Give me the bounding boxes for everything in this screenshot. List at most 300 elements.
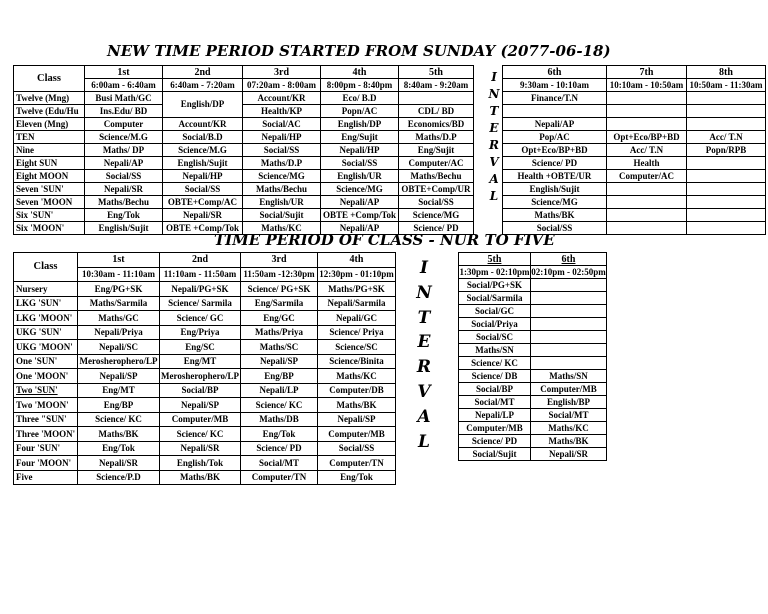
table-row <box>459 357 607 370</box>
time-row <box>459 266 607 279</box>
table-row <box>459 396 607 409</box>
subject-cell: Maths/KC <box>531 422 607 435</box>
subject-cell: Social/SS <box>163 183 243 196</box>
header-row <box>14 253 396 268</box>
class-name-cell: Two 'MOON' <box>14 398 78 413</box>
subject-cell: Nepali/SP <box>78 369 160 384</box>
subject-cell: Maths/D.P <box>399 131 474 144</box>
subject-cell: Social/SS <box>321 157 399 170</box>
subject-cell: Maths/ DP <box>85 144 163 157</box>
subject-cell: Maths/BK <box>78 427 160 442</box>
subject-cell: Science/ PD <box>241 441 318 456</box>
subject-cell: Computer/MB <box>459 422 531 435</box>
subject-cell: Science/MG <box>243 170 321 183</box>
interval-marker-1 <box>484 69 504 205</box>
subject-cell: Health <box>607 157 687 170</box>
subject-cell: English/Tok <box>160 456 241 471</box>
table-row <box>14 383 396 398</box>
table-row <box>459 422 607 435</box>
subject-cell: Social/Sarmila <box>459 292 531 305</box>
subject-cell: Eng/Tok <box>318 470 396 485</box>
subject-cell: Science/ GC <box>160 311 241 326</box>
subject-cell <box>607 92 687 105</box>
subject-cell: Maths/DB <box>241 412 318 427</box>
period-time: 1:30pm - 02:10pm <box>459 266 530 277</box>
subject-cell: Maths/KC <box>318 369 396 384</box>
class-name-cell: One 'SUN' <box>14 354 78 369</box>
subject-cell: Science/ KC <box>241 398 318 413</box>
subject-cell: Maths/Sarmila <box>78 296 160 311</box>
subject-cell <box>687 170 766 183</box>
subject-cell: Science/ KC <box>78 412 160 427</box>
subject-cell: Opt+Eco/BP+BD <box>503 144 607 157</box>
subject-cell: Computer/TN <box>241 470 318 485</box>
period-header: 5th <box>399 66 474 79</box>
subject-cell: Science/SC <box>318 340 396 355</box>
subject-cell: OBTE +Comp/Tok <box>163 222 243 235</box>
subject-cell: Nepali/GC <box>318 311 396 326</box>
interval-letter: I <box>420 258 428 278</box>
subject-cell: English/Sujit <box>503 183 607 196</box>
morning-timetable <box>13 65 474 235</box>
subject-cell: Maths/Bechu <box>85 196 163 209</box>
subject-cell: Acc/ T.N <box>687 131 766 144</box>
subject-cell <box>399 92 474 105</box>
subject-cell: Finance/T.N <box>503 92 607 105</box>
subject-cell <box>687 183 766 196</box>
subject-cell <box>687 222 766 235</box>
table-row <box>14 456 396 471</box>
subject-cell: Nepali/SR <box>163 209 243 222</box>
subject-cell: English/UR <box>321 170 399 183</box>
subject-cell: Eng/Sujit <box>399 144 474 157</box>
subject-cell: Social/Priya <box>459 318 531 331</box>
class-name-cell: LKG 'MOON' <box>14 311 78 326</box>
interval-letter: N <box>488 87 500 101</box>
subject-cell: Health +OBTE/UR <box>503 170 607 183</box>
interval-letter: A <box>489 172 499 186</box>
period-time: 02:10pm - 02:50pm <box>531 266 606 277</box>
subject-cell: Nepali/AP <box>321 196 399 209</box>
class-name-cell: One 'MOON' <box>14 369 78 384</box>
subject-cell: Maths/KC <box>243 222 321 235</box>
subject-cell: Nepali/Sarmila <box>318 296 396 311</box>
subject-cell: Computer/MB <box>531 383 607 396</box>
table-row <box>14 470 396 485</box>
subject-cell: Maths/SN <box>459 344 531 357</box>
table-row <box>503 92 766 105</box>
subject-cell: Maths/BK <box>318 398 396 413</box>
class-name-cell: Nursery <box>14 282 78 297</box>
subject-cell: Science/ PG+SK <box>241 282 318 297</box>
interval-letter: E <box>489 121 499 135</box>
table-row <box>14 354 396 369</box>
subject-cell: Nepali/HP <box>243 131 321 144</box>
section-title: TIME PERIOD OF CLASS - NUR TO FIVE <box>214 231 555 249</box>
subject-cell: Maths/SN <box>531 370 607 383</box>
table-row <box>14 412 396 427</box>
table-row <box>14 170 474 183</box>
nur-to-five-timetable-after-interval <box>458 252 607 461</box>
subject-cell: Nepali/SP <box>160 398 241 413</box>
subject-cell: Eng/Tok <box>85 209 163 222</box>
subject-cell: Science/P.D <box>78 470 160 485</box>
period-time: 6:00am - 6:40am <box>85 79 163 92</box>
subject-cell: Eng/MT <box>160 354 241 369</box>
subject-cell: Merosherophero/LP <box>160 369 241 384</box>
period-time: 8:00pm - 8:40pm <box>321 79 399 92</box>
period-header: 5th <box>459 253 531 266</box>
subject-cell: Social/BP <box>459 383 531 396</box>
period-header: 3rd <box>243 66 321 79</box>
subject-cell <box>503 105 607 118</box>
subject-cell: Pop/AC <box>503 131 607 144</box>
period-header: 2nd <box>163 66 243 79</box>
subject-cell: Social/MT <box>241 456 318 471</box>
period-header: 1st <box>78 253 160 268</box>
subject-cell <box>531 331 607 344</box>
table-row <box>459 370 607 383</box>
subject-cell: Nepali/Priya <box>78 325 160 340</box>
table-row <box>14 282 396 297</box>
table-row <box>14 427 396 442</box>
subject-cell: Nepali/HP <box>321 144 399 157</box>
table-row <box>459 279 607 292</box>
table-row <box>459 383 607 396</box>
subject-cell <box>607 118 687 131</box>
subject-cell <box>531 357 607 370</box>
subject-cell <box>687 157 766 170</box>
interval-letter: R <box>416 357 432 378</box>
subject-cell: Economics/BD <box>399 118 474 131</box>
interval-letter: A <box>417 406 431 427</box>
table-row <box>14 369 396 384</box>
header-row <box>503 66 766 79</box>
period-header: 2nd <box>160 253 241 268</box>
subject-cell: Nepali/LP <box>241 383 318 398</box>
period-header: 8th <box>687 66 766 79</box>
subject-cell: Eng/Priya <box>160 325 241 340</box>
subject-cell: Science/M.G <box>85 131 163 144</box>
time-row <box>503 79 766 92</box>
subject-cell: Eng/Sujit <box>321 131 399 144</box>
period-header: 4th <box>321 66 399 79</box>
table-row <box>14 311 396 326</box>
table-row <box>14 144 474 157</box>
period-time: 9:30am - 10:10am <box>503 79 607 92</box>
subject-cell: Maths/Priya <box>241 325 318 340</box>
subject-cell <box>531 279 607 292</box>
subject-cell: Eng/BP <box>241 369 318 384</box>
subject-cell: Social/Sujit <box>243 209 321 222</box>
subject-cell <box>687 92 766 105</box>
subject-cell: OBTE +Comp/Tok <box>321 209 399 222</box>
table-row <box>14 105 474 118</box>
subject-cell: Health/KP <box>243 105 321 118</box>
subject-cell: Computer/MB <box>160 412 241 427</box>
subject-cell: English/DP <box>163 92 243 118</box>
subject-cell: Maths/D.P <box>243 157 321 170</box>
interval-letter: T <box>489 104 499 118</box>
subject-cell: Acc/ T.N <box>607 144 687 157</box>
subject-cell: Nepali/SR <box>531 448 607 461</box>
table-row <box>503 144 766 157</box>
subject-cell: English/BP <box>531 396 607 409</box>
subject-cell: Social/PG+SK <box>459 279 531 292</box>
table-row <box>459 318 607 331</box>
subject-cell: Eco/ B.D <box>321 92 399 105</box>
subject-cell: Science/MG <box>399 209 474 222</box>
subject-cell: Science/ KC <box>459 357 531 370</box>
page-title: NEW TIME PERIOD STARTED FROM SUNDAY (2077-06-18) <box>107 42 611 60</box>
class-name-cell: LKG 'SUN' <box>14 296 78 311</box>
table-row <box>459 448 607 461</box>
table-row <box>14 92 474 105</box>
table-row <box>14 209 474 222</box>
period-time: 11:50am -12:30pm <box>241 267 318 282</box>
subject-cell <box>531 305 607 318</box>
header-row <box>14 66 474 79</box>
subject-cell: Science/ PD <box>399 222 474 235</box>
table-row <box>503 183 766 196</box>
interval-letter: R <box>489 138 499 152</box>
subject-cell: Maths/PG+SK <box>318 282 396 297</box>
subject-cell: Social/GC <box>459 305 531 318</box>
subject-cell <box>607 209 687 222</box>
subject-cell: Account/KR <box>163 118 243 131</box>
class-name-cell: Six 'SUN' <box>14 209 85 222</box>
subject-cell: CDL/ BD <box>399 105 474 118</box>
table-row <box>14 183 474 196</box>
table-row <box>14 296 396 311</box>
class-name-cell: Seven 'MOON <box>14 196 85 209</box>
period-header: 7th <box>607 66 687 79</box>
subject-cell: Computer/AC <box>607 170 687 183</box>
class-name-cell: Eight SUN <box>14 157 85 170</box>
class-name-cell: TEN <box>14 131 85 144</box>
subject-cell: Maths/BK <box>531 435 607 448</box>
subject-cell: Science/ Priya <box>318 325 396 340</box>
subject-cell: Social/SS <box>243 144 321 157</box>
class-name-cell: Nine <box>14 144 85 157</box>
period-time: 12:30pm - 01:10pm <box>318 267 396 282</box>
interval-letter: V <box>489 155 499 169</box>
class-name-cell: Eight MOON <box>14 170 85 183</box>
period-time: 10:10am - 10:50am <box>607 79 687 92</box>
subject-cell: Science/M.G <box>163 144 243 157</box>
class-name-cell: Six 'MOON' <box>14 222 85 235</box>
subject-cell: Eng/Tok <box>241 427 318 442</box>
subject-cell: Social/SS <box>318 441 396 456</box>
subject-cell: Nepali/HP <box>163 170 243 183</box>
nur-to-five-timetable <box>13 252 396 485</box>
subject-cell: Nepali/SR <box>160 441 241 456</box>
class-name-cell: Five <box>14 470 78 485</box>
subject-cell <box>687 118 766 131</box>
subject-cell <box>687 105 766 118</box>
class-name-cell: Four 'SUN' <box>14 441 78 456</box>
subject-cell: Nepali/SP <box>318 412 396 427</box>
table-row <box>503 118 766 131</box>
class-name-cell: Four 'MOON' <box>14 456 78 471</box>
table-row <box>14 340 396 355</box>
subject-cell: Eng/BP <box>78 398 160 413</box>
subject-cell: Social/MT <box>459 396 531 409</box>
subject-cell: Busi Math/GC <box>85 92 163 105</box>
subject-cell: Eng/Sarmila <box>241 296 318 311</box>
subject-cell: Maths/GC <box>78 311 160 326</box>
subject-cell: Maths/Bechu <box>243 183 321 196</box>
class-name-cell: UKG 'MOON' <box>14 340 78 355</box>
table-row <box>14 398 396 413</box>
subject-cell: Science/ PD <box>459 435 531 448</box>
subject-cell: Science/ PD <box>503 157 607 170</box>
subject-cell: Nepali/SR <box>78 456 160 471</box>
subject-cell: Eng/Tok <box>78 441 160 456</box>
interval-letter: I <box>491 70 497 84</box>
subject-cell <box>607 196 687 209</box>
subject-cell: Eng/GC <box>241 311 318 326</box>
header-row <box>459 253 607 266</box>
period-time: 10:30am - 11:10am <box>78 267 160 282</box>
table-row <box>459 435 607 448</box>
subject-cell: Nepali/LP <box>459 409 531 422</box>
subject-cell: English/Sujit <box>163 157 243 170</box>
period-time: 8:40am - 9:20am <box>399 79 474 92</box>
period-time: 11:10am - 11:50am <box>160 267 241 282</box>
subject-cell <box>687 209 766 222</box>
subject-cell: Social/MT <box>531 409 607 422</box>
period-header: 6th <box>503 66 607 79</box>
subject-cell: Social/SS <box>399 196 474 209</box>
subject-cell: OBTE+Comp/UR <box>399 183 474 196</box>
subject-cell: English/Sujit <box>85 222 163 235</box>
subject-cell: Nepali/AP <box>503 118 607 131</box>
subject-cell: Science/Binita <box>318 354 396 369</box>
subject-cell <box>531 318 607 331</box>
subject-cell <box>531 292 607 305</box>
subject-cell <box>607 183 687 196</box>
interval-letter: L <box>418 431 430 452</box>
period-header: 3rd <box>241 253 318 268</box>
class-name-cell: Eleven (Mng) <box>14 118 85 131</box>
subject-cell: Nepali/SR <box>85 183 163 196</box>
class-name-cell: Twelve (Mng) <box>14 92 85 105</box>
subject-cell: Science/ Sarmila <box>160 296 241 311</box>
subject-cell <box>687 196 766 209</box>
table-row <box>459 292 607 305</box>
subject-cell: Ins.Edu/ BD <box>85 105 163 118</box>
interval-marker-2 <box>412 256 436 454</box>
interval-letter: V <box>417 381 431 402</box>
table-row <box>459 305 607 318</box>
period-header: 4th <box>318 253 396 268</box>
subject-cell: Maths/BK <box>503 209 607 222</box>
subject-cell: Eng/PG+SK <box>78 282 160 297</box>
subject-cell: English/UR <box>243 196 321 209</box>
subject-cell: Computer <box>85 118 163 131</box>
subject-cell: Maths/BK <box>160 470 241 485</box>
subject-cell: Social/SS <box>85 170 163 183</box>
subject-cell: Nepali/AP <box>85 157 163 170</box>
subject-cell: Maths/Bechu <box>399 170 474 183</box>
subject-cell: Science/MG <box>503 196 607 209</box>
subject-cell: Social/Sujit <box>459 448 531 461</box>
subject-cell: Computer/TN <box>318 456 396 471</box>
subject-cell: Social/B.D <box>163 131 243 144</box>
subject-cell: Nepali/AP <box>321 222 399 235</box>
subject-cell: Science/MG <box>321 183 399 196</box>
subject-cell: Maths/SC <box>241 340 318 355</box>
subject-cell: Science/ KC <box>160 427 241 442</box>
table-row <box>503 209 766 222</box>
subject-cell <box>607 222 687 235</box>
interval-letter: L <box>489 189 499 203</box>
period-time: 6:40am - 7:20am <box>163 79 243 92</box>
subject-cell: English/DP <box>321 118 399 131</box>
table-row <box>503 105 766 118</box>
subject-cell <box>607 105 687 118</box>
subject-cell: Social/SS <box>503 222 607 235</box>
table-row <box>503 170 766 183</box>
table-row <box>14 196 474 209</box>
class-name-cell: UKG 'SUN' <box>14 325 78 340</box>
interval-letter: E <box>417 332 431 353</box>
subject-cell: Nepali/SP <box>241 354 318 369</box>
subject-cell: Computer/AC <box>399 157 474 170</box>
subject-cell: Computer/DB <box>318 383 396 398</box>
period-time: 10:50am - 11:30am <box>687 79 766 92</box>
table-row <box>459 331 607 344</box>
subject-cell: OBTE+Comp/AC <box>163 196 243 209</box>
period-header: 6th <box>531 253 607 266</box>
class-name-cell: Two 'SUN' <box>14 383 78 398</box>
period-header: 1st <box>85 66 163 79</box>
subject-cell: Social/AC <box>243 118 321 131</box>
subject-cell: Popn/RPB <box>687 144 766 157</box>
subject-cell: Nepali/SC <box>78 340 160 355</box>
table-row <box>14 157 474 170</box>
interval-letter: N <box>416 282 432 303</box>
table-row <box>459 344 607 357</box>
subject-cell: Nepali/PG+SK <box>160 282 241 297</box>
class-name-cell: Three 'MOON' <box>14 427 78 442</box>
table-row <box>503 157 766 170</box>
subject-cell: Social/SC <box>459 331 531 344</box>
class-name-cell: Twelve (Edu/Hu <box>14 105 85 118</box>
table-row <box>14 325 396 340</box>
table-row <box>459 409 607 422</box>
table-row <box>503 131 766 144</box>
class-header: Class <box>14 253 78 282</box>
subject-cell: Merosherophero/LP <box>78 354 160 369</box>
table-row <box>14 131 474 144</box>
subject-cell: Eng/MT <box>78 383 160 398</box>
subject-cell <box>531 344 607 357</box>
interval-letter: T <box>417 307 431 328</box>
class-name-cell: Seven 'SUN' <box>14 183 85 196</box>
table-row <box>14 118 474 131</box>
subject-cell: Science/ DB <box>459 370 531 383</box>
subject-cell: Popn/AC <box>321 105 399 118</box>
class-name-cell: Three "SUN' <box>14 412 78 427</box>
period-time: 07:20am - 8:00am <box>243 79 321 92</box>
table-row <box>503 196 766 209</box>
table-row <box>14 441 396 456</box>
subject-cell: Computer/MB <box>318 427 396 442</box>
morning-timetable-after-interval <box>502 65 766 235</box>
subject-cell: Account/KR <box>243 92 321 105</box>
